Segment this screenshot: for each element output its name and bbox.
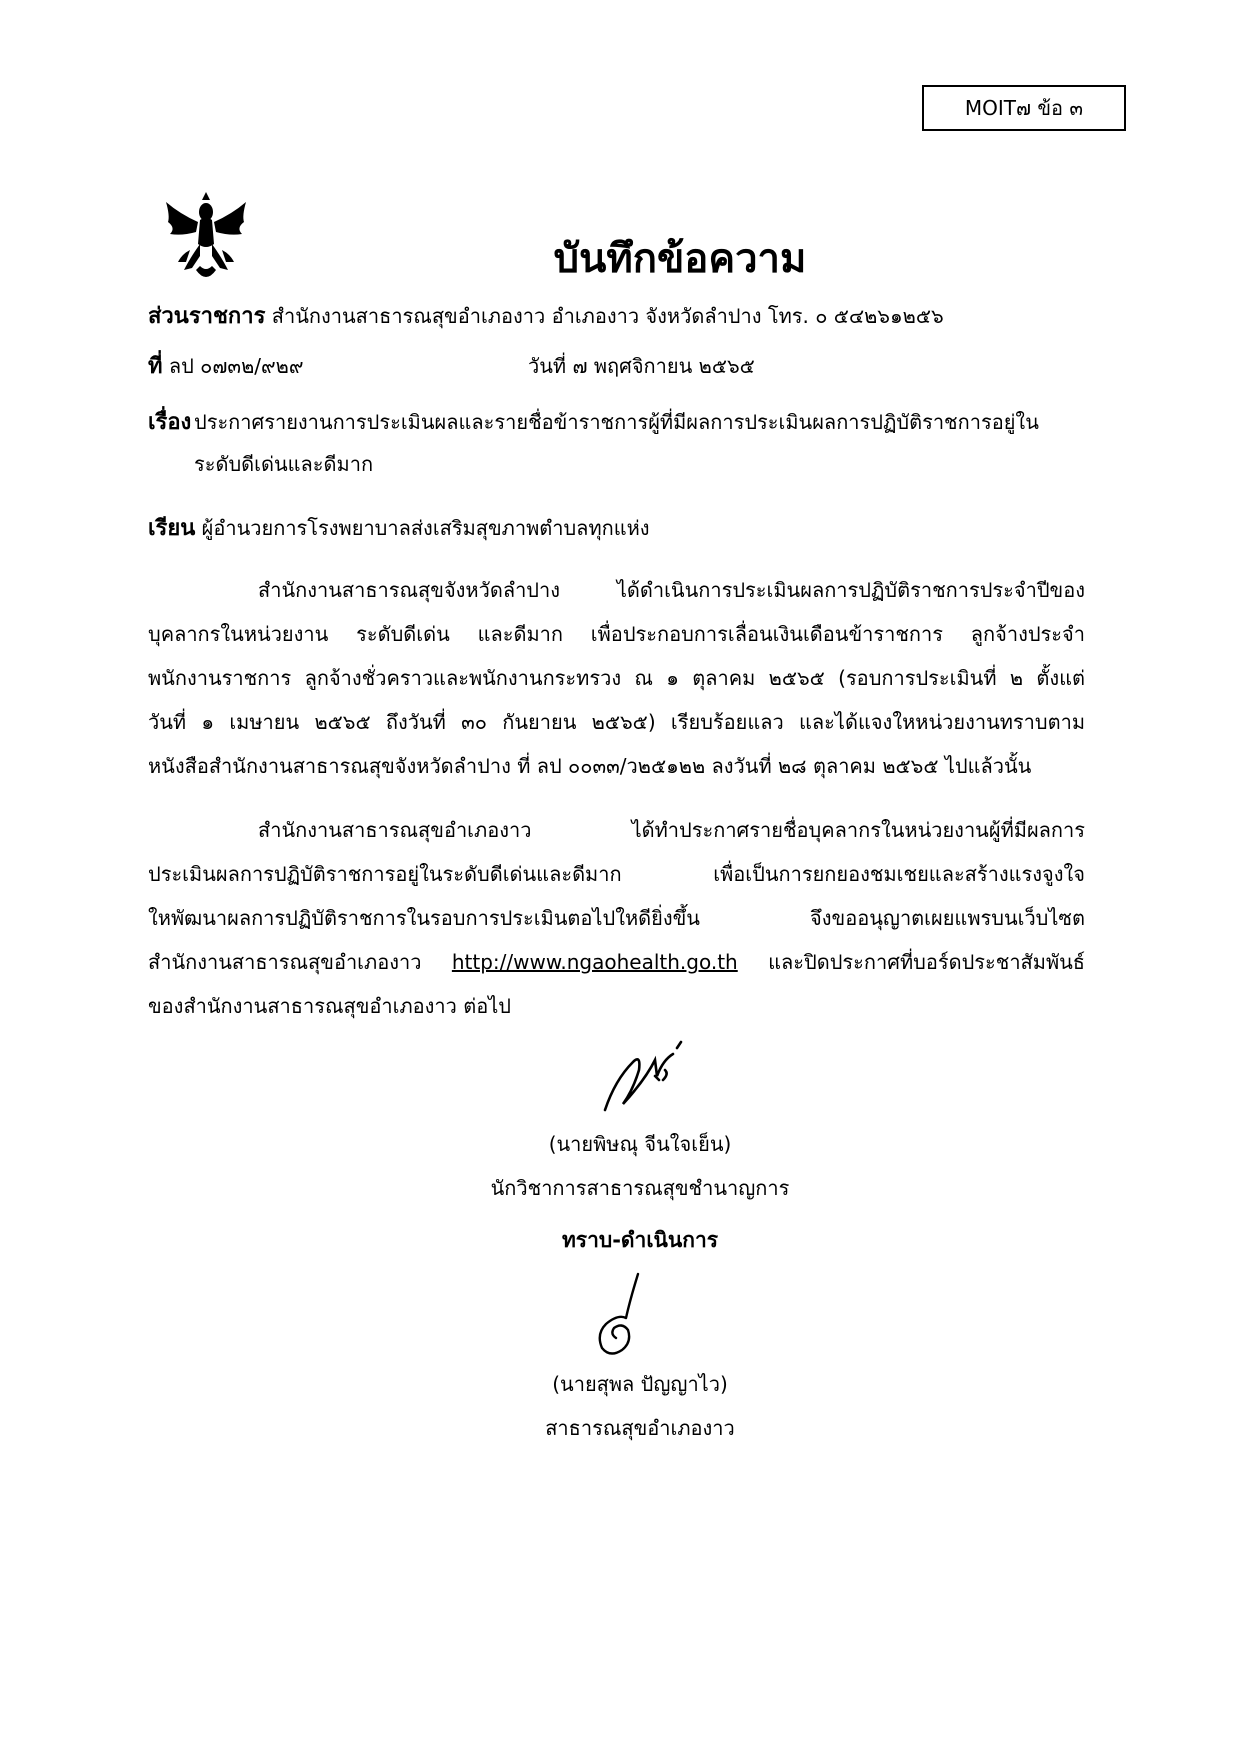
to-value: ผู้อำนวยการโรงพยาบาลส่งเสริมสุขภาพตำบลทุกแห่ง <box>201 516 650 540</box>
signature-1 <box>585 1040 695 1120</box>
signature-2 <box>588 1270 652 1362</box>
ref-value: ลป ๐๗๓๒/๙๒๙ <box>168 354 304 378</box>
ref-line <box>148 352 304 381</box>
memo-title: บันทึกข้อความ <box>553 236 807 282</box>
document-code-box: MOIT๗ ข้อ ๓ <box>922 85 1126 131</box>
paragraph1-line: หนังสือสำนักงานสาธารณสุขจังหวัดลำปาง ที่ ลป ๐๐๓๓/ว๒๕๑๒๒ ลงวันที่ ๒๘ ตุลาคม ๒๕๖๕ ไปแล้วนั้น <box>148 754 1032 778</box>
subject-line-1: ประกาศรายงานการประเมินผลและรายชื่อข้าราชการผู้ที่มีผลการประเมินผลการปฏิบัติราชการอยู่ใน <box>194 410 1039 434</box>
paragraph2-line: ประเมินผลการปฏิบัติราชการอยู่ในระดับดีเด่นและดีมาก เพื่อเป็นการยกยองชมเชยและสร้างแรงจูงใจ <box>148 862 1085 886</box>
paragraph2-text: และปิดประกาศที่บอร์ดประชาสัมพันธ์ <box>737 950 1086 974</box>
paragraph1-line: พนักงานราชการ ลูกจ้างชั่วคราวและพนักงานกระทรวง ณ ๑ ตุลาคม ๒๕๖๕ (รอบการประเมินที่ ๒ ตั้งแต่ <box>148 666 1085 690</box>
paragraph2-text: สำนักงานสาธารณสุขอำเภองาว <box>148 950 452 974</box>
agency-label: ส่วนราชการ <box>148 304 266 329</box>
paragraph2-line: สำนักงานสาธารณสุขอำเภองาว ได้ทำประกาศรายชื่อบุคลากรในหน่วยงานผู้ที่มีผลการ <box>258 818 1085 842</box>
subject-label: เรื่อง <box>148 410 192 435</box>
to-label: เรียน <box>148 516 196 541</box>
paragraph2-line: ใหพัฒนาผลการปฏิบัติราชการในรอบการประเมินตอไปใหดียิ่งขึ้น จึงขออนุญาตเผยแพรบนเว็บไซต <box>148 906 1085 930</box>
website-link[interactable]: http://www.ngaohealth.go.th <box>451 950 738 974</box>
paragraph1-line: วันที่ ๑ เมษายน ๒๕๖๕ ถึงวันที่ ๓๐ กันยายน ๒๕๖๕) เรียบร้อยแลว และได้แจงใหหน่วยงานทราบตาม <box>148 710 1085 734</box>
signer2-position: สาธารณสุขอำเภองาว <box>545 1416 735 1440</box>
to-line <box>148 514 650 543</box>
paragraph1-line: บุคลากรในหน่วยงาน ระดับดีเด่น และดีมาก เพื่อประกอบการเลื่อนเงินเดือนข้าราชการ ลูกจ้างประจำ <box>148 622 1085 646</box>
subject-line-2: ระดับดีเด่นและดีมาก <box>194 452 374 476</box>
date-label: วันที่ <box>528 354 567 378</box>
signer1-name: (นายพิษณุ จีนใจเย็น) <box>548 1132 732 1156</box>
paragraph2-line-with-link <box>148 948 1085 976</box>
signer1-position: นักวิชาการสาธารณสุขชำนาญการ <box>490 1176 790 1200</box>
date-line <box>528 352 755 380</box>
agency-value: สำนักงานสาธารณสุขอำเภองาว อำเภองาว จังหวัดลำปาง โทร. ๐ ๕๔๒๖๑๒๕๖ <box>271 304 944 328</box>
paragraph1-line: สำนักงานสาธารณสุขจังหวัดลำปาง ได้ดำเนินการประเมินผลการปฏิบัติราชการประจำปีของ <box>258 578 1085 602</box>
approval-note: ทราบ-ดำเนินการ <box>561 1228 719 1252</box>
agency-line <box>148 302 944 331</box>
signer2-name: (นายสุพล ปัญญาไว) <box>552 1372 728 1396</box>
ref-label: ที่ <box>148 354 163 379</box>
paragraph2-line: ของสำนักงานสาธารณสุขอำเภองาว ต่อไป <box>148 994 511 1018</box>
date-value: ๗ พฤศจิกายน ๒๕๖๕ <box>572 354 755 378</box>
